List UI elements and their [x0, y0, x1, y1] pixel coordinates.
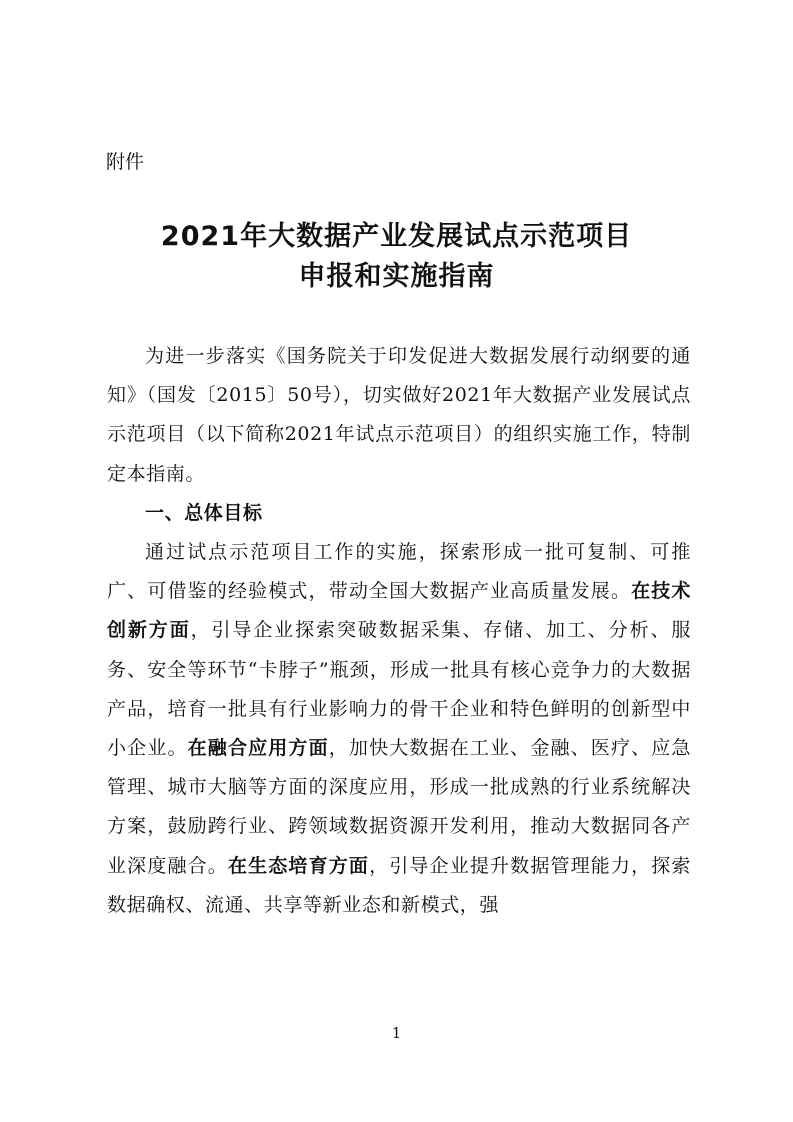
- section-heading-overall-goals: 一、总体目标: [145, 501, 263, 524]
- paragraph-text: 通过试点示范项目工作的实施，探索形成一批可复制、可推广、可借鉴的经验模式，带动全国大数据产业高质量发展。: [107, 541, 691, 603]
- paragraph-text: ，引导企业提升数据管理能力，探索数据确权、流通、共享等新业态和新模式，强: [107, 854, 692, 916]
- document-body: [107, 337, 691, 925]
- paragraph-text: ，引导企业探索突破数据采集、存储、加工、分析、服务、安全等环节“卡脖子”瓶颈，形成一批具有核心竞争力的大数据产品，培育一批具有行业影响力的骨干企业和特色鲜明的创新型中小企业。: [107, 619, 692, 760]
- page-number: 1: [391, 1024, 402, 1042]
- highlight-ecosystem-cultivation: 在生态培育方面: [227, 854, 370, 877]
- paragraph-text: ，加快大数据在工业、金融、医疗、应急管理、城市大脑等方面的深度应用，形成一批成熟的行业系统解决方案，鼓励跨行业、跨领域数据资源开发利用，推动大数据同各产业深度融合。: [107, 737, 692, 877]
- highlight-integration-application: 在融合应用方面: [187, 737, 329, 760]
- document-title-line-2: 申报和实施指南: [298, 261, 495, 292]
- intro-paragraph: 为进一步落实《国务院关于印发促进大数据发展行动纲要的通知》（国发〔2015〕50号），切实做好2021年大数据产业发展试点示范项目（以下简称2021年试点示范项目）的组织实施工作，特制定本指南。: [107, 345, 691, 485]
- highlight-tech-innovation: 在技术创新方面: [107, 580, 691, 642]
- section-paragraph: [107, 533, 691, 925]
- attachment-label: 附件: [106, 151, 145, 173]
- document-title-line-1: 2021年大数据产业发展试点示范项目: [160, 221, 633, 252]
